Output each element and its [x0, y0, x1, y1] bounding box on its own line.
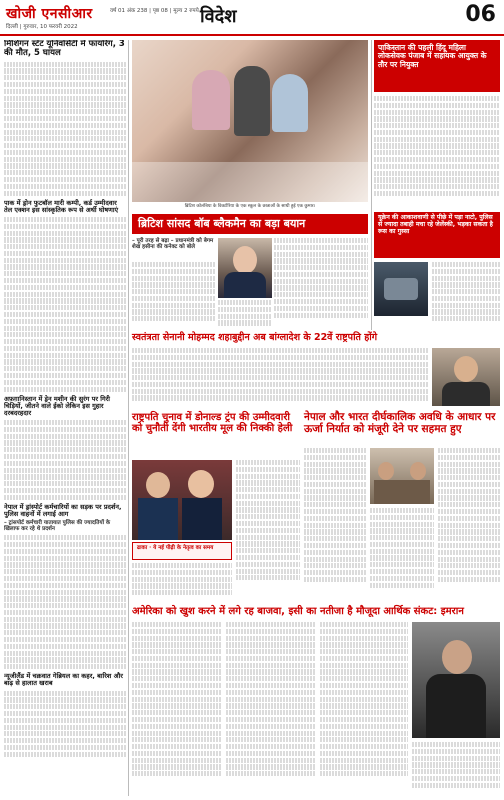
blackman-article-c — [218, 300, 272, 330]
haley-box-text: ढाका · ये नई पीढ़ी के नेतृत्व का समय — [137, 545, 214, 551]
blackman-headline: ब्रिटिश सांसद बॉब ब्लैकमैन का बड़ा बयान — [138, 217, 306, 230]
left-headline-2: पाक में ड्रोन फुटबॉल मारी कम्पी, कर्ड उम्मीदवार तेल एक्शन इस सांस्कृतिक रूप से अर्थी घोषणाएं — [4, 198, 119, 214]
blackman-article-a — [132, 262, 216, 330]
left-headline-5: न्यूजीलैंड में चक्रवात गेब्रियल का कहर, बारिश और बाढ़ से हालात खराब — [4, 672, 123, 688]
nepal-article-b — [370, 508, 434, 601]
brand-logo: खोजी एनसीआर — [6, 6, 93, 22]
dateline: दिल्ली | गुरुवार, 10 फरवरी 2022 — [6, 24, 78, 30]
section-title: विदेश — [200, 6, 237, 27]
imran-article-c — [320, 622, 408, 796]
imran-headline: अमेरिका को खुश करने में लगे रह बाजवा, इसी का नतीजा है मौजूदा आर्थिक संकट: इमरान — [132, 606, 464, 617]
page-number: 06 — [465, 2, 496, 27]
nepal-india-headline: नेपाल और भारत दीर्घकालिक अवधि के आधार पर ऊर्जा निर्यात को मंजूरी देने पर सहमत हुए — [304, 411, 496, 435]
bangladesh-article — [132, 348, 428, 406]
left-article-4 — [4, 535, 126, 669]
pakistan-headline: पाकिस्तान की पहली हिंदू महिला लोकसेवक पंजाब में सहायक आयुक्त के तौर पर नियुक्त — [378, 43, 487, 69]
left-headline-3: अफ़ग़ानिस्तान में ड्रेन मशीन की सुरंग पर गिरी चिड़ियों, जीतने वाले ईको लेकिन इस गुहार दरबदरहदार — [4, 394, 110, 417]
left-headline-4: नेपाल में ड्रांस्पोर्ट कर्मचारियों का सड़क पर प्रदर्शन, पुलिस वाहनों में लगाई आग — [4, 502, 122, 519]
right-divider — [371, 40, 372, 330]
masthead — [0, 0, 504, 36]
haley-box — [132, 542, 232, 560]
haley-headline: राष्ट्रपति चुनाव में डोनाल्ड ट्रंप की उम्मीदवारी को चुनौती देंगी भारतीय मूल की निक्की हेली — [132, 412, 293, 434]
blackman-subhead: – पूरी तरह से बढ़ा – प्रधानमंत्री को बेगम शेख हसीना की कनेक्ट को बोले — [132, 238, 214, 251]
pakistan-headline-box — [374, 40, 500, 92]
issue-meta: वर्ष 01 अंक 238 | पृष्ठ 08 | मूल्य 2 रुपये — [110, 8, 199, 14]
left-headline-1: मिशिगन स्टेट यूनिवर्सिटी में फायरिंग, 3 की मौत, 5 घायल — [4, 40, 125, 59]
imran-article-b — [226, 622, 316, 796]
ukraine-article — [432, 262, 500, 330]
shahabuddin-portrait — [432, 348, 500, 406]
imran-article-d — [412, 742, 500, 796]
ukraine-headline: यूक्रेन की आकाशवाणी से पीछे में पड़ा नाटो, पुलिस से ज्यादा तबाही मचा रहे जेलेंस्की, भड़का सकता है रूस का गुस्सा — [378, 214, 493, 235]
nepal-india-meeting-photo — [370, 448, 434, 504]
blackman-headline-bar — [132, 214, 368, 234]
ukraine-photo — [374, 262, 428, 316]
nepal-article-a — [304, 448, 366, 601]
left-article-3 — [4, 420, 126, 500]
blackman-portrait — [218, 238, 272, 298]
bangladesh-headline: स्वतंत्रता सेनानी मोहम्मद शहाबुद्दीन अब बांग्लादेश के 22वें राष्ट्रपति होंगे — [132, 332, 378, 343]
ukraine-headline-box — [374, 212, 500, 258]
photo-caption: ब्रिटिश कोलंबिया के विक्टोरिया के एक स्कूल के छात्राओं के साथी हुई एक कुमार। — [184, 204, 316, 209]
haley-article-b — [236, 460, 300, 601]
left-article-5 — [4, 691, 126, 757]
haley-article-a — [132, 563, 232, 601]
nepal-article-c — [438, 448, 500, 601]
left-column — [4, 40, 126, 796]
top-news-photo — [132, 40, 368, 202]
left-article-1 — [4, 62, 126, 196]
column-divider — [128, 40, 129, 796]
pakistan-article — [374, 96, 500, 208]
imran-khan-portrait — [412, 622, 500, 738]
left-article-2 — [4, 217, 126, 392]
blackman-article-b — [274, 238, 368, 330]
left-subhead-4: – ट्रांसपोर्ट कर्मचारी यातायात पुलिस की ज्यादतियों के खिलाफ कर रहे थे प्रदर्शन — [4, 520, 111, 533]
haley-trump-photo — [132, 460, 232, 540]
imran-article-a — [132, 622, 222, 796]
